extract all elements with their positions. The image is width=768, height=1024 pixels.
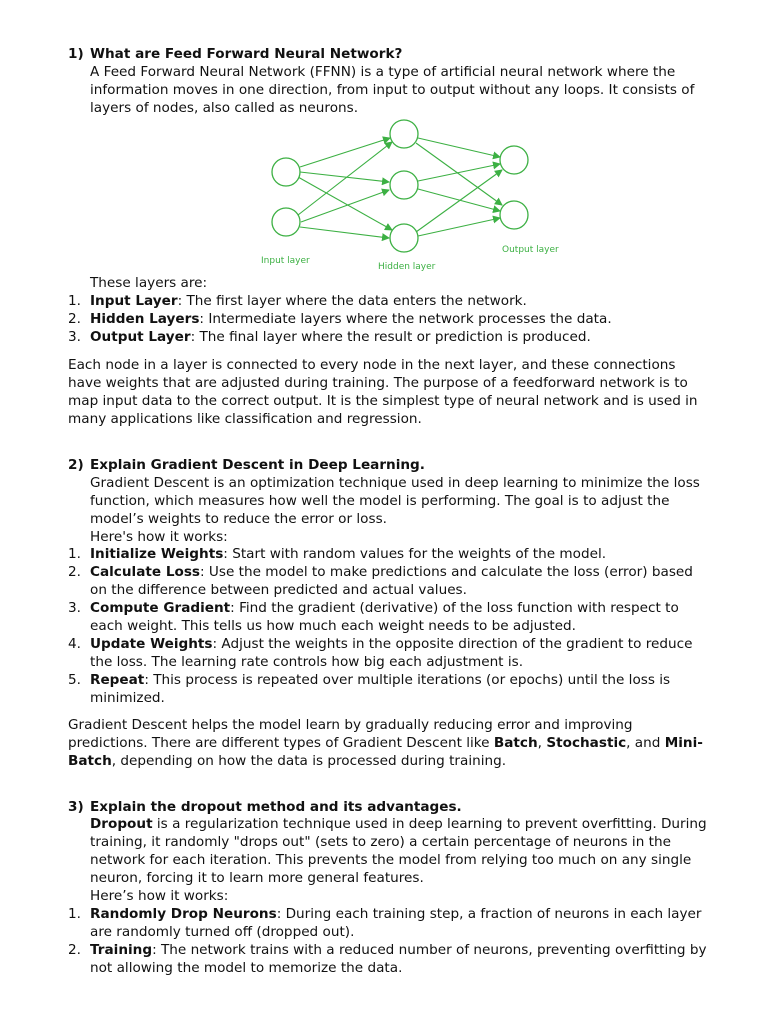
hidden-neuron <box>390 171 418 199</box>
paragraph-line: Gradient Descent helps the model learn by gradually reducing error and improving <box>68 717 633 733</box>
input-layer-label: Input layer <box>261 256 310 266</box>
section-2-intro-line: model’s weights to reduce the error or loss. <box>90 511 387 527</box>
paragraph-line: predictions. There are different types of Gradient Descent like Batch, Stochastic, and Mini- <box>68 735 703 751</box>
section-2-intro-line: Gradient Descent is an optimization technique used in deep learning to minimize the loss <box>90 475 700 491</box>
list-item: 1. Randomly Drop Neurons: During each training step, a fraction of neurons in each layer are randomly turned off (dropped out). <box>68 906 702 940</box>
list-item: 3. Compute Gradient: Find the gradient (derivative) of the loss function with respect to each weight. This tells us how much each weight needs to be adjusted. <box>68 600 679 634</box>
section-number: 1) <box>68 46 84 62</box>
paragraph-line: Batch, depending on how the data is processed during training. <box>68 753 507 769</box>
list-item: 4. Update Weights: Adjust the weights in the opposite direction of the gradient to reduce the loss. The learning rate controls how big each adjustment is. <box>68 636 693 670</box>
section-3-intro-line: Dropout is a regularization technique used in deep learning to prevent overfitting. During <box>90 816 707 832</box>
section-number: 3) <box>68 799 84 815</box>
section-3-intro-line: neuron, forcing it to learn more general features. <box>90 870 424 886</box>
hidden-neuron <box>390 224 418 252</box>
section-1-intro-line: layers of nodes, also called as neurons. <box>90 100 359 116</box>
list-item: 1. Input Layer: The first layer where the data enters the network. <box>68 293 527 309</box>
section-3-heading <box>68 798 462 816</box>
list-item: 2. Training: The network trains with a reduced number of neurons, preventing overfitting by not allowing the model to memorize the data. <box>68 942 707 976</box>
section-3-intro-line: Here’s how it works: <box>90 888 229 904</box>
section-2-intro-line: function, which measures how well the model is performing. The goal is to adjust the <box>90 493 670 509</box>
list-item: 5. Repeat: This process is repeated over multiple iterations (or epochs) until the loss is minimized. <box>68 672 671 706</box>
heading-text: What are Feed Forward Neural Network? <box>90 46 403 62</box>
hidden-neuron <box>390 120 418 148</box>
heading-text: Explain Gradient Descent in Deep Learning. <box>90 457 425 473</box>
section-1-intro-line: information moves in one direction, from input to output without any loops. It consists of <box>90 82 695 98</box>
paragraph-line: many applications like classification and regression. <box>68 411 422 427</box>
paragraph-line: Each node in a layer is connected to every node in the next layer, and these connections <box>68 357 676 373</box>
output-neuron <box>500 146 528 174</box>
hidden-layer-label: Hidden layer <box>378 262 436 272</box>
layers-intro: These layers are: <box>90 275 208 291</box>
section-number: 2) <box>68 457 84 473</box>
ffnn-diagram <box>0 0 768 300</box>
list-item: 3. Output Layer: The final layer where the result or prediction is produced. <box>68 329 591 345</box>
list-item: 2. Calculate Loss: Use the model to make predictions and calculate the loss (error) based on the difference between predicted and actual values. <box>68 564 693 598</box>
input-neuron <box>272 158 300 186</box>
section-2-intro-line: Here's how it works: <box>90 529 228 545</box>
section-2-heading <box>68 456 425 474</box>
heading-text: Explain the dropout method and its advantages. <box>90 799 462 815</box>
list-item: 2. Hidden Layers: Intermediate layers where the network processes the data. <box>68 311 612 327</box>
input-neuron <box>272 208 300 236</box>
paragraph-line: map input data to the correct output. It is the simplest type of neural network and is used in <box>68 393 698 409</box>
section-3-intro-line: training, it randomly "drops out" (sets to zero) a certain percentage of neurons in the <box>90 834 671 850</box>
output-neuron <box>500 201 528 229</box>
output-layer-label: Output layer <box>502 245 559 255</box>
section-1-intro-line: A Feed Forward Neural Network (FFNN) is a type of artificial neural network where the <box>90 64 676 80</box>
list-item: 1. Initialize Weights: Start with random values for the weights of the model. <box>68 546 607 562</box>
section-3-intro-line: network for each iteration. This prevents the model from relying too much on any single <box>90 852 692 868</box>
paragraph-line: have weights that are adjusted during training. The purpose of a feedforward network is to <box>68 375 688 391</box>
